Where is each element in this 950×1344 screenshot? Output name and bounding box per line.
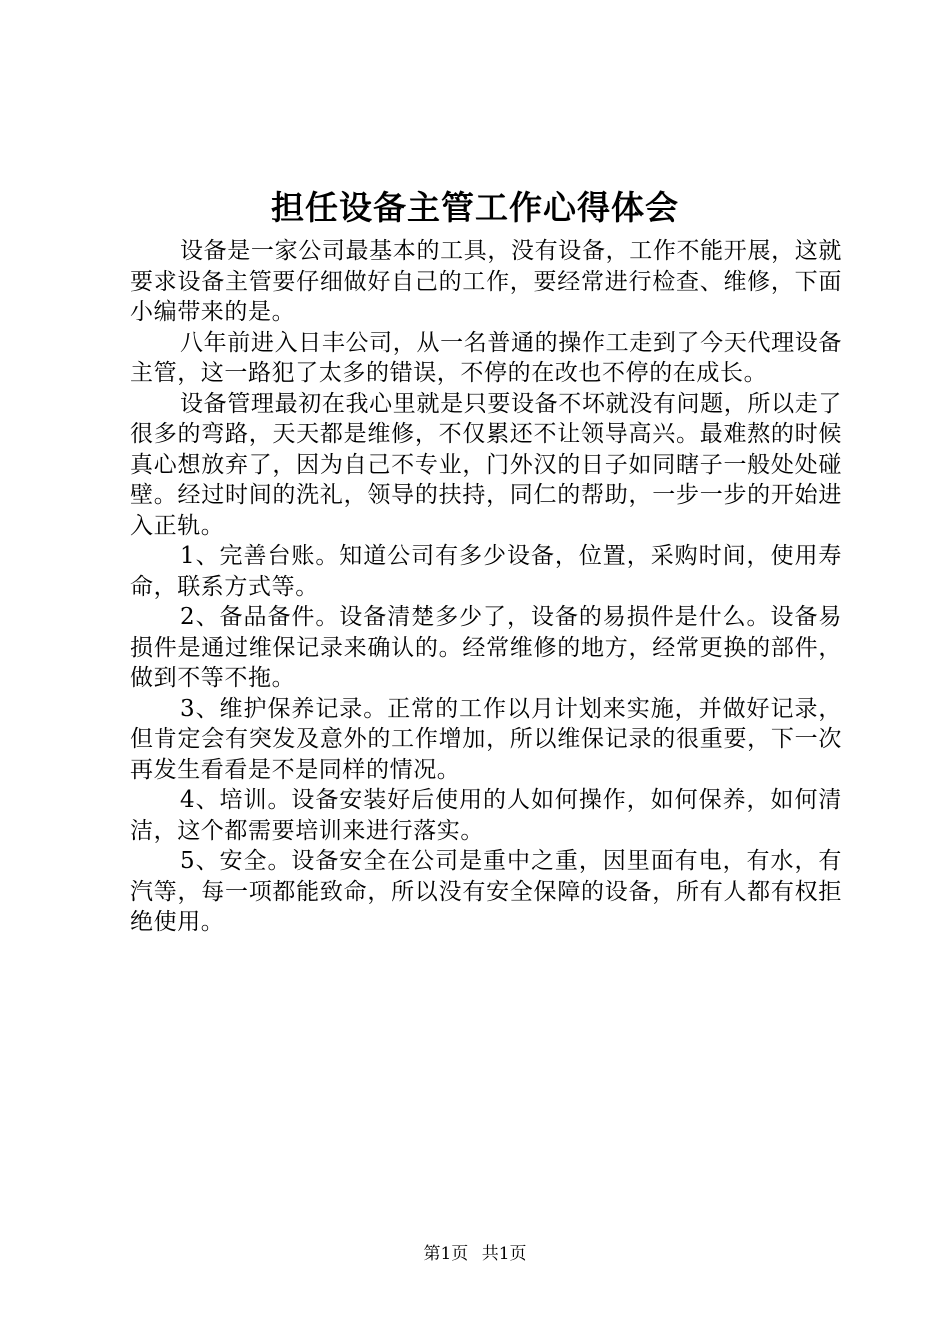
- document-title: 担任设备主管工作心得体会: [271, 188, 679, 227]
- page-number: 第1页: [423, 1244, 469, 1264]
- paragraph-point-3: 3、维护保养记录。正常的工作以月计划来实施，并做好记录，但肯定会有突发及意外的工作增加，所以维保记录的很重要，下一次再发生看看是不是同样的情况。: [130, 695, 842, 783]
- document-body: [130, 236, 842, 938]
- paragraph-experience: 设备管理最初在我心里就是只要设备不坏就没有问题，所以走了很多的弯路，天天都是维修，不仅累还不让领导高兴。最难熬的时候真心想放弃了，因为自己不专业，门外汉的日子如同瞎子一般处处碰壁。经过时间的洗礼，领导的扶持，同仁的帮助，一步一步的开始进入正轨。: [130, 390, 842, 539]
- paragraph-point-4: 4、培训。设备安装好后使用的人如何操作，如何保养，如何清洁，这个都需要培训来进行落实。: [130, 787, 842, 844]
- paragraph-intro: 设备是一家公司最基本的工具，没有设备，工作不能开展，这就要求设备主管要仔细做好自己的工作，要经常进行检查、维修，下面小编带来的是。: [130, 238, 842, 325]
- paragraph-background: 八年前进入日丰公司，从一名普通的操作工走到了今天代理设备主管，这一路犯了太多的错误，不停的在改也不停的在成长。: [130, 329, 842, 386]
- page-total: 共1页: [481, 1244, 527, 1264]
- paragraph-point-1: 1、完善台账。知道公司有多少设备，位置，采购时间，使用寿命，联系方式等。: [130, 543, 842, 600]
- paragraph-point-2: 2、备品备件。设备清楚多少了，设备的易损件是什么。设备易损件是通过维保记录来确认的。经常维修的地方，经常更换的部件，做到不等不拖。: [130, 604, 842, 691]
- paragraph-point-5: 5、安全。设备安全在公司是重中之重，因里面有电，有水，有汽等，每一项都能致命，所以没有安全保障的设备，所有人都有权拒绝使用。: [130, 848, 842, 935]
- page-footer: [0, 1243, 950, 1265]
